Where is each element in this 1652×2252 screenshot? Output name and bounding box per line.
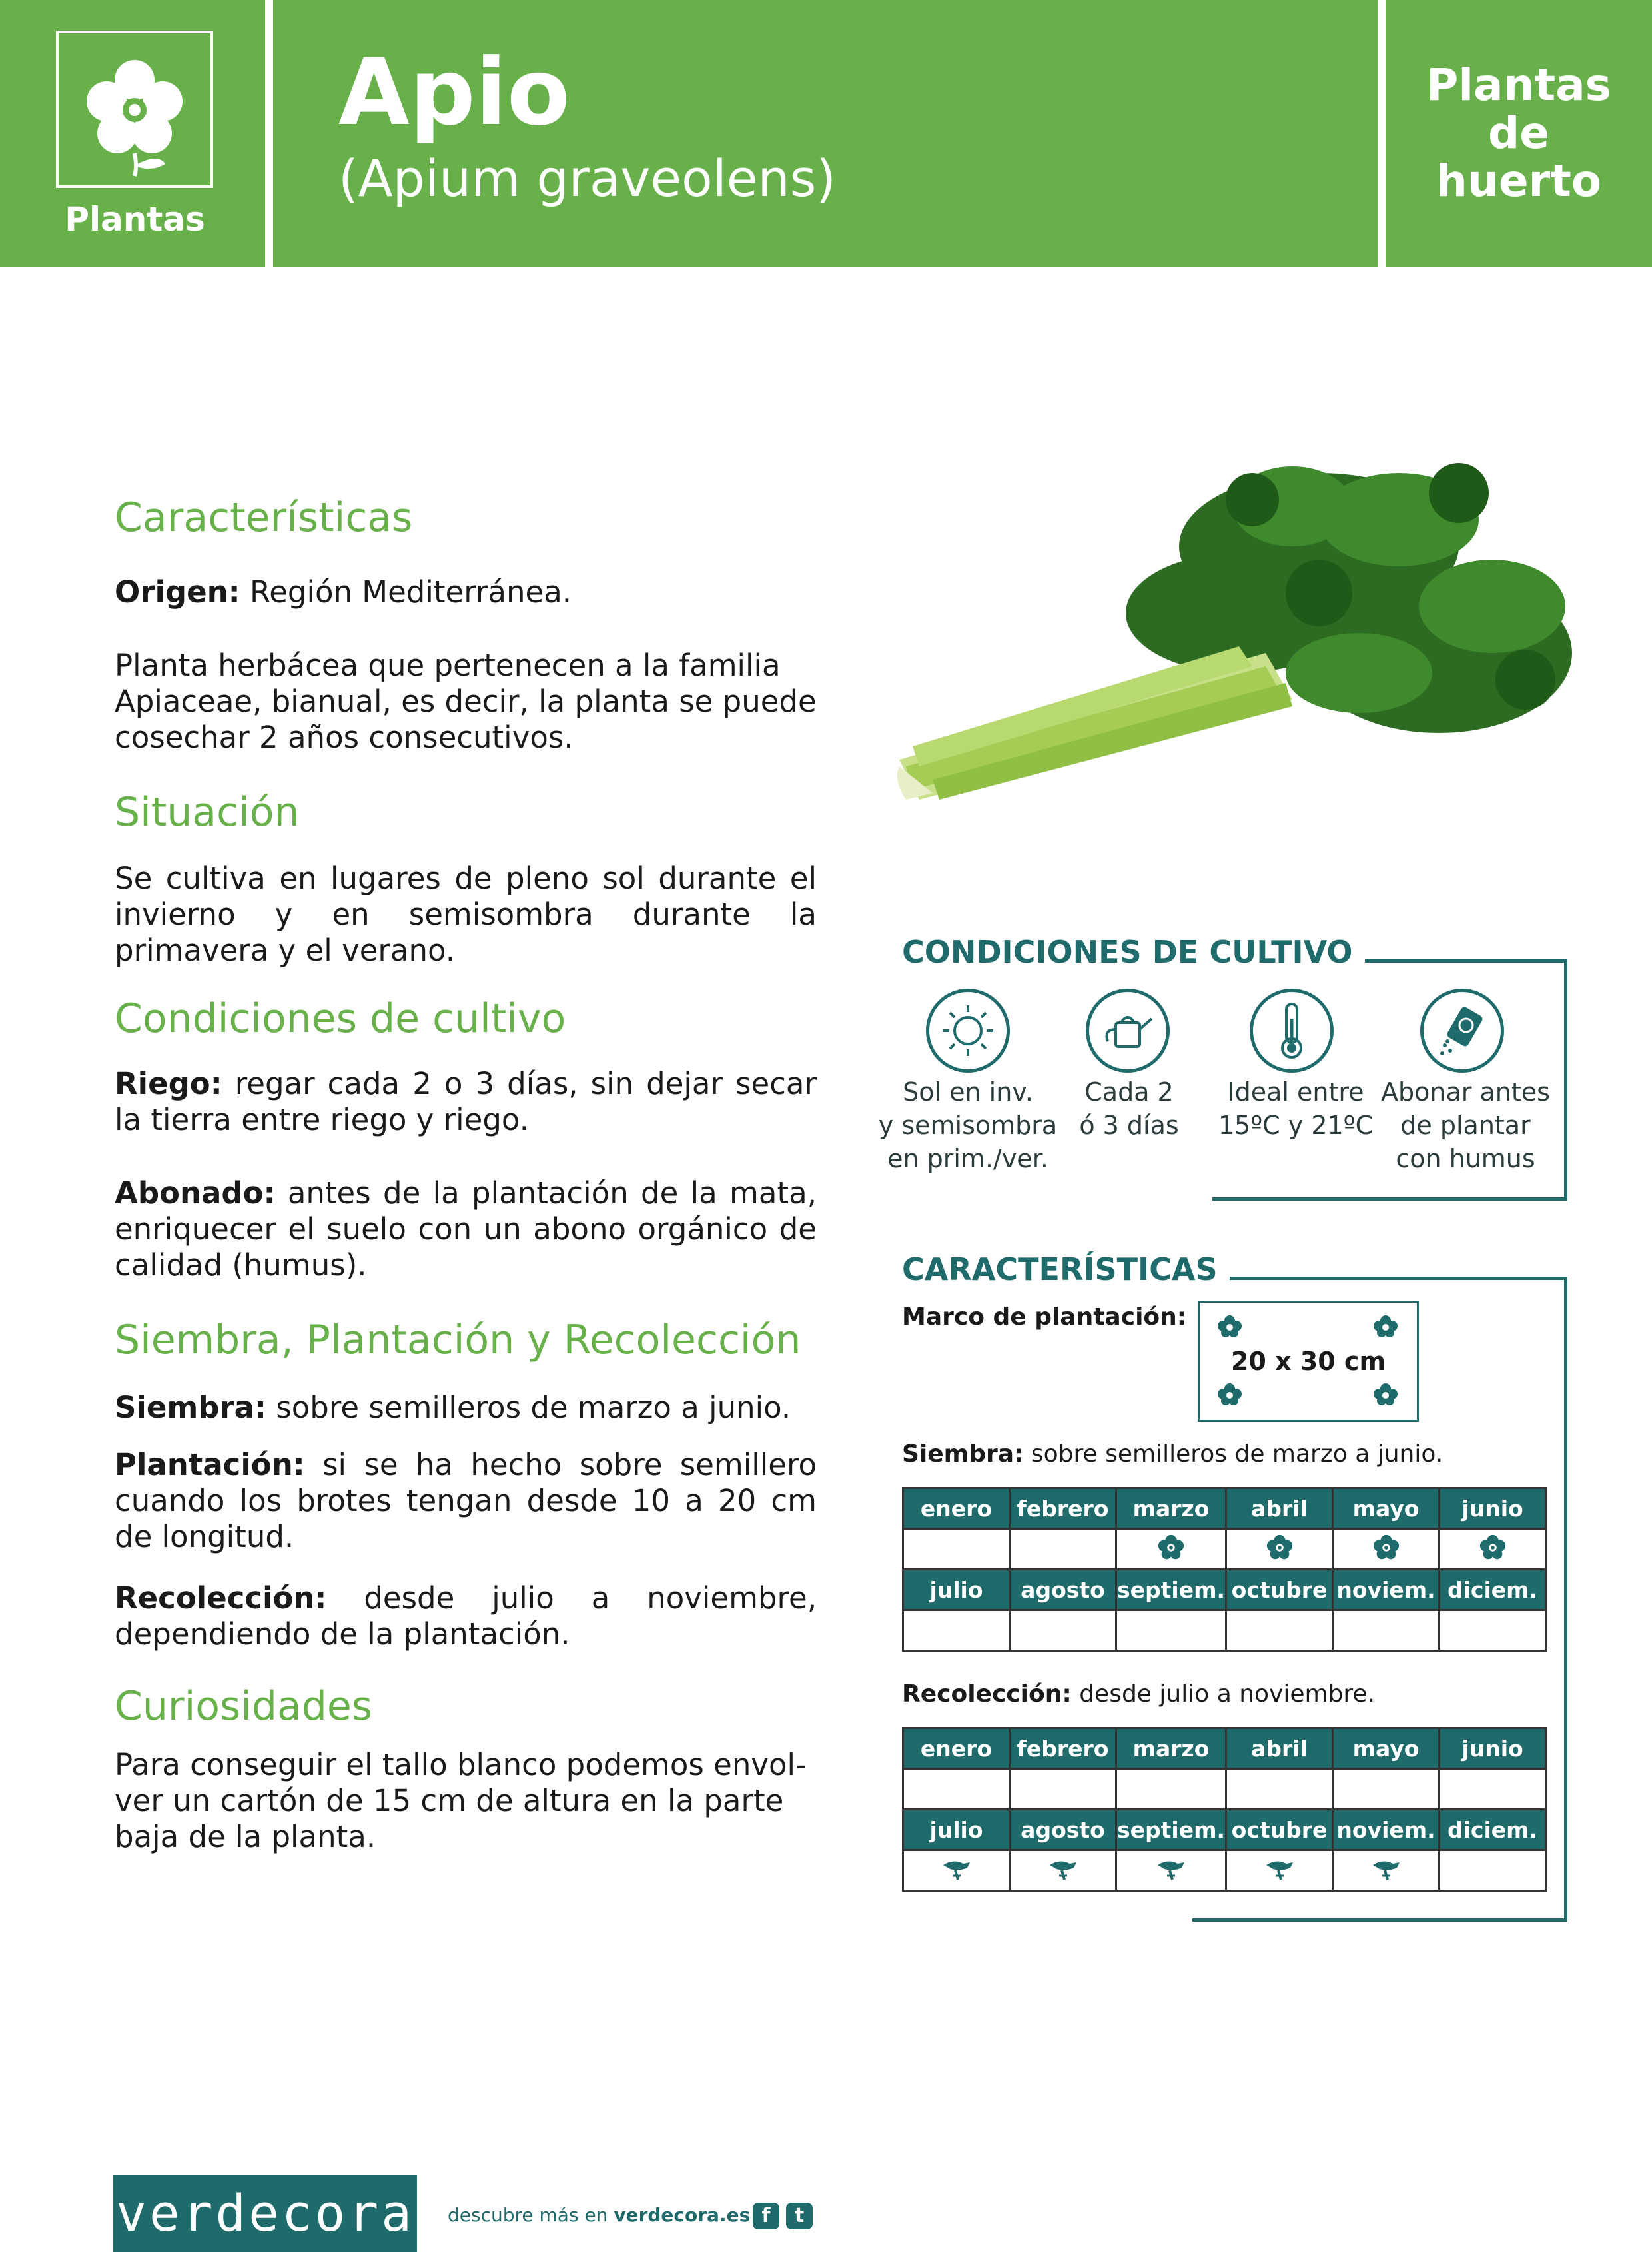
section-label-line: Plantas [1426, 59, 1611, 111]
calendar-month-label: diciem. [1440, 1810, 1546, 1850]
curiosidades-heading: Curiosidades [115, 1683, 373, 1730]
condition-fertilizer-text [1379, 1075, 1552, 1175]
calendar-cell [1333, 1610, 1440, 1651]
facebook-icon[interactable]: f [753, 2203, 779, 2229]
characteristics-title: CARACTERÍSTICAS [902, 1251, 1230, 1287]
condition-line: con humus [1396, 1144, 1535, 1173]
abonado-paragraph [115, 1175, 817, 1283]
harvest-hand-icon [1155, 1872, 1187, 1885]
calendar-cell [1226, 1850, 1333, 1891]
siembra-calendar-caption [902, 1440, 1443, 1468]
verdecora-logo[interactable]: verdecora [113, 2175, 417, 2252]
calendar-month-label: febrero [1010, 1488, 1116, 1529]
sowing-flower-icon [1156, 1552, 1186, 1565]
harvest-hand-icon [941, 1872, 973, 1885]
marco-value: 20 x 30 cm [1230, 1347, 1386, 1376]
calendar-month-label: mayo [1333, 1488, 1440, 1529]
condiciones-heading: Condiciones de cultivo [115, 995, 566, 1042]
calendar-month-row [903, 1810, 1546, 1850]
curiosidades-paragraph: Para conseguir el tallo blanco podemos envol-ver un cartón de 15 cm de altura en la parte baja de la planta. [115, 1747, 807, 1854]
calendar-mark-row [903, 1529, 1546, 1570]
calendar-month-label: marzo [1116, 1728, 1226, 1769]
descripcion-paragraph: Planta herbácea que pertenecen a la familia Apiaceae, bianual, es decir, la planta se puede cosechar 2 años consecutivos. [115, 648, 817, 755]
plantacion-label: Plantación: [115, 1447, 305, 1482]
condition-line: ó 3 días [1079, 1111, 1179, 1140]
calendar-cell [1440, 1850, 1546, 1891]
page-subtitle: (Apium graveolens) [338, 149, 836, 208]
caracteristicas-heading: Características [115, 494, 413, 541]
footer-tagline-prefix: descubre más en [448, 2204, 614, 2226]
twitter-icon[interactable]: t [786, 2203, 813, 2229]
situacion-paragraph: Se cultiva en lugares de pleno sol durante el invierno y en semisombra durante la primavera y el verano. [115, 861, 817, 968]
siembra-calendar-text: sobre semilleros de marzo a junio. [1031, 1440, 1444, 1468]
calendar-month-label: diciem. [1440, 1570, 1546, 1610]
calendar-month-row [903, 1728, 1546, 1769]
calendar-month-label: julio [903, 1570, 1010, 1610]
condition-line: de plantar [1400, 1111, 1531, 1140]
calendar-month-row [903, 1570, 1546, 1610]
calendar-month-label: mayo [1333, 1728, 1440, 1769]
harvest-hand-icon [1264, 1872, 1296, 1885]
condition-line: Ideal entre [1227, 1077, 1364, 1107]
calendar-month-label: abril [1226, 1488, 1333, 1529]
flower-marker-icon [1370, 1380, 1401, 1413]
category-label: Plantas [65, 200, 205, 239]
watering-can-icon [1086, 989, 1170, 1073]
situacion-heading: Situación [115, 789, 300, 836]
siembra-calendar [902, 1487, 1547, 1652]
calendar-cell [1440, 1610, 1546, 1651]
riego-paragraph [115, 1066, 817, 1138]
harvest-hand-icon [1047, 1872, 1079, 1885]
footer-tagline [448, 2204, 750, 2226]
calendar-month-label: agosto [1010, 1810, 1116, 1850]
calendar-cell [903, 1610, 1010, 1651]
riego-text: regar cada 2 o 3 días, sin dejar secar la tierra entre riego y riego. [115, 1066, 817, 1137]
condition-line: Sol en inv. [903, 1077, 1033, 1107]
fertilizer-icon [1420, 989, 1504, 1073]
footer-site-link[interactable]: verdecora.es [614, 2204, 751, 2226]
calendar-month-label: julio [903, 1810, 1010, 1850]
condition-water-text [1046, 1075, 1212, 1142]
calendar-month-label: abril [1226, 1728, 1333, 1769]
recoleccion-calendar-label: Recolección: [902, 1680, 1072, 1708]
calendar-cell [1010, 1610, 1116, 1651]
sowing-flower-icon [1478, 1552, 1507, 1565]
section-label-line: huerto [1436, 155, 1602, 207]
plantacion-text: si se ha hecho sobre semillero cuando los brotes tengan desde 10 a 20 cm de longitud. [115, 1447, 817, 1554]
condition-sun-text [870, 1075, 1066, 1175]
calendar-month-label: junio [1440, 1728, 1546, 1769]
condition-line: Abonar antes [1381, 1077, 1550, 1107]
calendar-cell [1333, 1769, 1440, 1810]
calendar-cell [1010, 1850, 1116, 1891]
origen-text: Región Mediterránea. [240, 574, 572, 610]
calendar-cell [1333, 1850, 1440, 1891]
calendar-cell [903, 1529, 1010, 1570]
calendar-cell [1226, 1769, 1333, 1810]
harvest-hand-icon [1370, 1872, 1402, 1885]
calendar-month-label: febrero [1010, 1728, 1116, 1769]
sowing-flower-icon [1265, 1552, 1294, 1565]
siembra-text: sobre semilleros de marzo a junio. [266, 1390, 791, 1425]
calendar-cell [1333, 1529, 1440, 1570]
section-label [1386, 61, 1652, 205]
calendar-cell [903, 1850, 1010, 1891]
conditions-title: CONDICIONES DE CULTIVO [902, 934, 1365, 970]
calendar-mark-row [903, 1769, 1546, 1810]
sun-icon [926, 989, 1010, 1073]
calendar-cell [1116, 1769, 1226, 1810]
calendar-cell [1440, 1769, 1546, 1810]
calendar-cell [1116, 1850, 1226, 1891]
flower-marker-icon [1214, 1312, 1245, 1345]
calendar-mark-row [903, 1850, 1546, 1891]
calendar-month-label: septiem. [1116, 1570, 1226, 1610]
recoleccion-paragraph [115, 1580, 817, 1652]
marco-box [1198, 1301, 1419, 1422]
calendar-mark-row [903, 1610, 1546, 1651]
calendar-month-label: junio [1440, 1488, 1546, 1529]
celery-image [893, 453, 1572, 813]
siembra-heading: Siembra, Plantación y Recolección [115, 1317, 801, 1363]
sowing-flower-icon [1372, 1552, 1401, 1565]
calendar-month-label: marzo [1116, 1488, 1226, 1529]
header-divider [1378, 0, 1386, 267]
calendar-month-label: octubre [1226, 1810, 1333, 1850]
recoleccion-label: Recolección: [115, 1580, 327, 1616]
page-title: Apio [338, 39, 570, 146]
origen-paragraph [115, 574, 817, 610]
plantacion-paragraph [115, 1447, 817, 1555]
recoleccion-calendar-caption [902, 1680, 1375, 1708]
condition-line: en prim./ver. [887, 1144, 1048, 1173]
riego-label: Riego: [115, 1066, 222, 1101]
calendar-cell [1010, 1769, 1116, 1810]
thermometer-icon [1250, 989, 1334, 1073]
calendar-month-label: noviem. [1333, 1810, 1440, 1850]
calendar-cell [903, 1769, 1010, 1810]
origen-label: Origen: [115, 574, 240, 610]
calendar-cell [1226, 1529, 1333, 1570]
abonado-text: antes de la plantación de la mata, enriquecer el suelo con un abono orgánico de calidad (humus). [115, 1175, 817, 1283]
calendar-month-label: enero [903, 1728, 1010, 1769]
section-label-line: de [1487, 107, 1549, 159]
calendar-cell [1116, 1610, 1226, 1651]
flower-marker-icon [1370, 1312, 1401, 1345]
calendar-cell [1226, 1610, 1333, 1651]
calendar-month-label: septiem. [1116, 1810, 1226, 1850]
calendar-month-label: enero [903, 1488, 1010, 1529]
calendar-cell [1010, 1529, 1116, 1570]
flower-marker-icon [1214, 1380, 1245, 1413]
siembra-calendar-label: Siembra: [902, 1440, 1024, 1468]
condition-temperature-text [1206, 1075, 1386, 1142]
marco-label: Marco de plantación: [902, 1303, 1187, 1331]
condition-line: 15ºC y 21ºC [1218, 1111, 1374, 1140]
siembra-label: Siembra: [115, 1390, 267, 1425]
condition-line: y semisombra [878, 1111, 1058, 1140]
recoleccion-text: desde julio a noviembre, dependiendo de la plantación. [115, 1580, 817, 1652]
flower-icon [56, 31, 213, 188]
calendar-cell [1440, 1529, 1546, 1570]
recoleccion-calendar [902, 1727, 1547, 1892]
header-divider [265, 0, 273, 267]
calendar-month-row [903, 1488, 1546, 1529]
condition-line: Cada 2 [1084, 1077, 1174, 1107]
calendar-month-label: agosto [1010, 1570, 1116, 1610]
siembra-paragraph [115, 1390, 817, 1426]
calendar-month-label: octubre [1226, 1570, 1333, 1610]
calendar-month-label: noviem. [1333, 1570, 1440, 1610]
recoleccion-calendar-text: desde julio a noviembre. [1079, 1680, 1376, 1708]
abonado-label: Abonado: [115, 1175, 276, 1211]
calendar-cell [1116, 1529, 1226, 1570]
